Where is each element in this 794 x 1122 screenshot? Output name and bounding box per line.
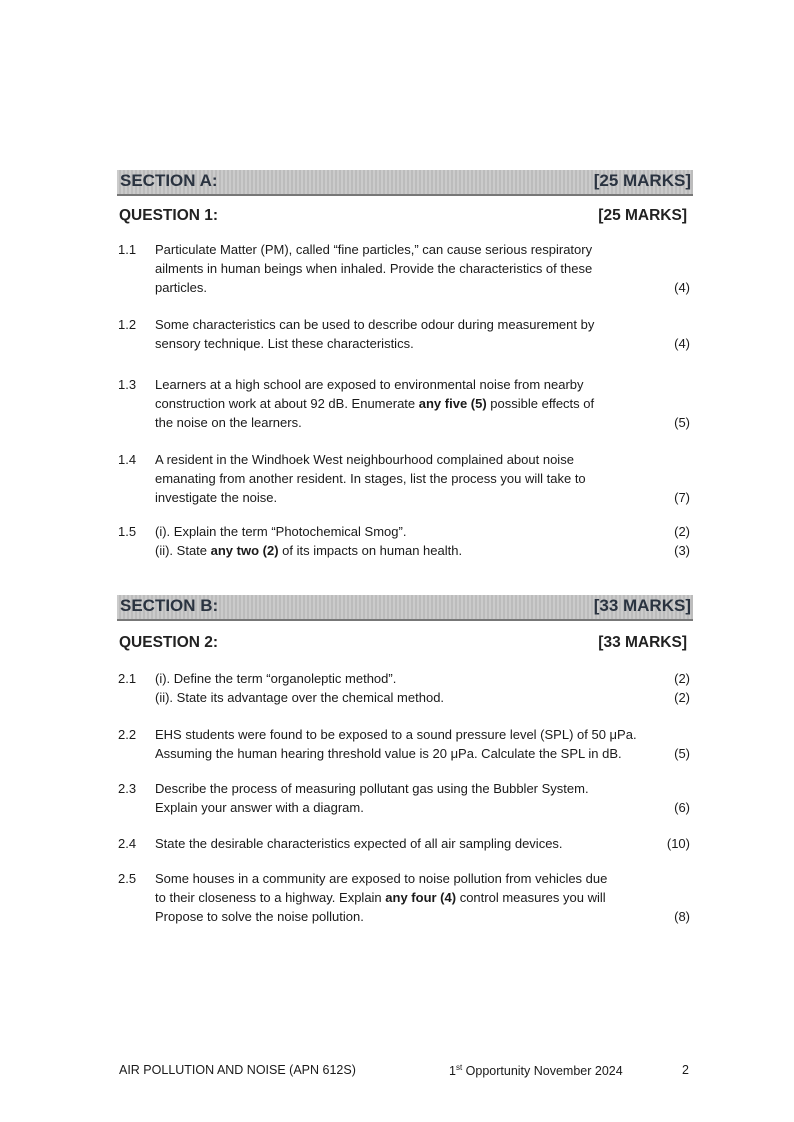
item-text bbox=[155, 470, 586, 489]
item-text bbox=[155, 780, 589, 799]
item-text bbox=[155, 670, 396, 689]
text-segment: emanating from another resident. In stages, list the process you will take to bbox=[155, 470, 586, 486]
text-segment: particles. bbox=[155, 279, 208, 295]
text-segment: Some houses in a community are exposed to noise pollution from vehicles due bbox=[155, 871, 608, 886]
item-number: 1.2 bbox=[118, 317, 137, 332]
item-text bbox=[155, 745, 622, 764]
bold-segment: any five (5) bbox=[418, 395, 487, 411]
question-line bbox=[118, 523, 690, 542]
question-line bbox=[118, 908, 690, 927]
question-line bbox=[118, 489, 690, 508]
item-text bbox=[155, 395, 594, 414]
text-segment: Assuming the human hearing threshold value is 20 μPa. Calculate the SPL in dB. bbox=[155, 745, 622, 761]
opportunity-text: Opportunity November 2024 bbox=[462, 1064, 623, 1079]
item-text bbox=[155, 414, 302, 433]
item-text bbox=[155, 241, 592, 260]
text-segment: (i). Define the term “organoleptic method”. bbox=[155, 671, 397, 686]
item-marks: (7) bbox=[674, 489, 690, 505]
item-text bbox=[155, 523, 406, 542]
question-line bbox=[118, 414, 690, 433]
question-title bbox=[119, 207, 687, 225]
item-marks: (2) bbox=[674, 671, 690, 686]
question-line bbox=[118, 726, 690, 745]
item-marks: (4) bbox=[674, 279, 690, 295]
text-segment: the noise on the learners. bbox=[155, 414, 302, 430]
item-text bbox=[155, 799, 364, 818]
item-text bbox=[155, 870, 607, 889]
question-item bbox=[118, 241, 690, 297]
text-segment: ailments in human beings when inhaled. Provide the characteristics of these bbox=[155, 260, 593, 276]
bold-segment: any four (4) bbox=[385, 889, 457, 905]
item-text bbox=[155, 335, 414, 354]
opportunity-number: 1 bbox=[449, 1064, 456, 1079]
question-line bbox=[118, 745, 690, 764]
section-label: SECTION A: bbox=[120, 171, 218, 190]
question-title bbox=[119, 634, 687, 652]
section-marks: [33 MARKS] bbox=[593, 596, 691, 615]
question-line bbox=[118, 889, 690, 908]
item-marks: (2) bbox=[674, 689, 690, 705]
item-marks: (3) bbox=[674, 542, 690, 558]
item-number: 2.2 bbox=[118, 727, 137, 742]
section-header-1 bbox=[117, 595, 693, 621]
question-item bbox=[118, 835, 690, 854]
question-line bbox=[118, 542, 690, 561]
item-number: 2.1 bbox=[118, 671, 137, 686]
question-line bbox=[118, 835, 690, 854]
question-line bbox=[118, 470, 690, 489]
item-text bbox=[155, 451, 574, 470]
item-number: 1.5 bbox=[118, 524, 137, 539]
section-marks: [25 MARKS] bbox=[593, 171, 691, 190]
item-text bbox=[155, 376, 584, 395]
item-text bbox=[155, 316, 594, 335]
text-segment: State the desirable characteristics expected of all air sampling devices. bbox=[155, 836, 563, 851]
page-footer bbox=[119, 1063, 689, 1077]
question-line bbox=[118, 670, 690, 689]
item-number: 2.4 bbox=[118, 836, 137, 851]
question-line bbox=[118, 376, 690, 395]
item-marks: (5) bbox=[674, 745, 690, 761]
item-text bbox=[155, 689, 444, 708]
question-marks: [25 MARKS] bbox=[598, 207, 687, 224]
footer-opportunity bbox=[449, 1063, 623, 1078]
question-label: QUESTION 1: bbox=[119, 207, 219, 224]
text-segment: Explain your answer with a diagram. bbox=[155, 799, 364, 815]
question-item bbox=[118, 726, 690, 764]
section-header-0 bbox=[117, 170, 693, 196]
ordinal-suffix: st bbox=[455, 1063, 463, 1072]
question-marks: [33 MARKS] bbox=[598, 634, 687, 651]
item-text bbox=[155, 835, 563, 854]
question-item bbox=[118, 316, 690, 354]
item-text bbox=[155, 260, 592, 279]
item-number: 1.3 bbox=[118, 377, 137, 392]
text-segment: Describe the process of measuring pollutant gas using the Bubbler System. bbox=[155, 781, 589, 796]
text-segment: Particulate Matter (PM), called “fine particles,” can cause serious respiratory bbox=[155, 242, 593, 257]
text-segment: to their closeness to a highway. Explain bbox=[155, 889, 386, 905]
question-line bbox=[118, 316, 690, 335]
text-segment: investigate the noise. bbox=[155, 489, 278, 505]
question-item bbox=[118, 376, 690, 432]
question-item bbox=[118, 451, 690, 507]
section-label: SECTION B: bbox=[120, 596, 219, 615]
text-segment: sensory technique. List these characteristics. bbox=[155, 335, 414, 351]
item-marks: (8) bbox=[674, 908, 690, 924]
text-segment: construction work at about 92 dB. Enumerate bbox=[155, 395, 419, 411]
text-segment: Propose to solve the noise pollution. bbox=[155, 908, 364, 924]
item-text bbox=[155, 726, 637, 745]
question-item bbox=[118, 780, 690, 818]
item-marks: (10) bbox=[666, 836, 690, 851]
question-line bbox=[118, 279, 690, 298]
item-text bbox=[155, 908, 364, 927]
question-label: QUESTION 2: bbox=[119, 634, 219, 651]
question-line bbox=[118, 870, 690, 889]
item-number: 2.5 bbox=[118, 871, 137, 886]
item-marks: (5) bbox=[674, 414, 690, 430]
text-segment: (ii). State its advantage over the chemical method. bbox=[155, 689, 445, 705]
item-marks: (6) bbox=[674, 799, 690, 815]
question-line bbox=[118, 395, 690, 414]
item-text bbox=[155, 279, 207, 298]
footer-course: AIR POLLUTION AND NOISE (APN 612S) bbox=[119, 1063, 356, 1077]
item-marks: (4) bbox=[674, 335, 690, 351]
question-line bbox=[118, 689, 690, 708]
item-marks: (2) bbox=[674, 524, 690, 539]
text-segment: (i). Explain the term “Photochemical Smog”. bbox=[155, 524, 407, 539]
text-segment: (ii). State bbox=[155, 542, 211, 558]
text-segment: Learners at a high school are exposed to environmental noise from nearby bbox=[155, 377, 584, 392]
question-line bbox=[118, 780, 690, 799]
question-line bbox=[118, 799, 690, 818]
question-line bbox=[118, 451, 690, 470]
question-line bbox=[118, 335, 690, 354]
page-number: 2 bbox=[682, 1063, 689, 1077]
text-segment: control measures you will bbox=[456, 889, 606, 905]
item-text bbox=[155, 489, 277, 508]
text-segment: EHS students were found to be exposed to a sound pressure level (SPL) of 50 μPa. bbox=[155, 727, 637, 742]
text-segment: A resident in the Windhoek West neighbourhood complained about noise bbox=[155, 452, 574, 467]
question-item bbox=[118, 670, 690, 708]
text-segment: Some characteristics can be used to describe odour during measurement by bbox=[155, 317, 595, 332]
item-number: 2.3 bbox=[118, 781, 137, 796]
item-text bbox=[155, 889, 606, 908]
item-number: 1.1 bbox=[118, 242, 137, 257]
question-line bbox=[118, 260, 690, 279]
item-number: 1.4 bbox=[118, 452, 137, 467]
bold-segment: any two (2) bbox=[210, 542, 279, 558]
question-item bbox=[118, 870, 690, 926]
item-text bbox=[155, 542, 462, 561]
text-segment: possible effects of bbox=[486, 395, 595, 411]
question-line bbox=[118, 241, 690, 260]
text-segment: of its impacts on human health. bbox=[278, 542, 463, 558]
question-item bbox=[118, 523, 690, 561]
